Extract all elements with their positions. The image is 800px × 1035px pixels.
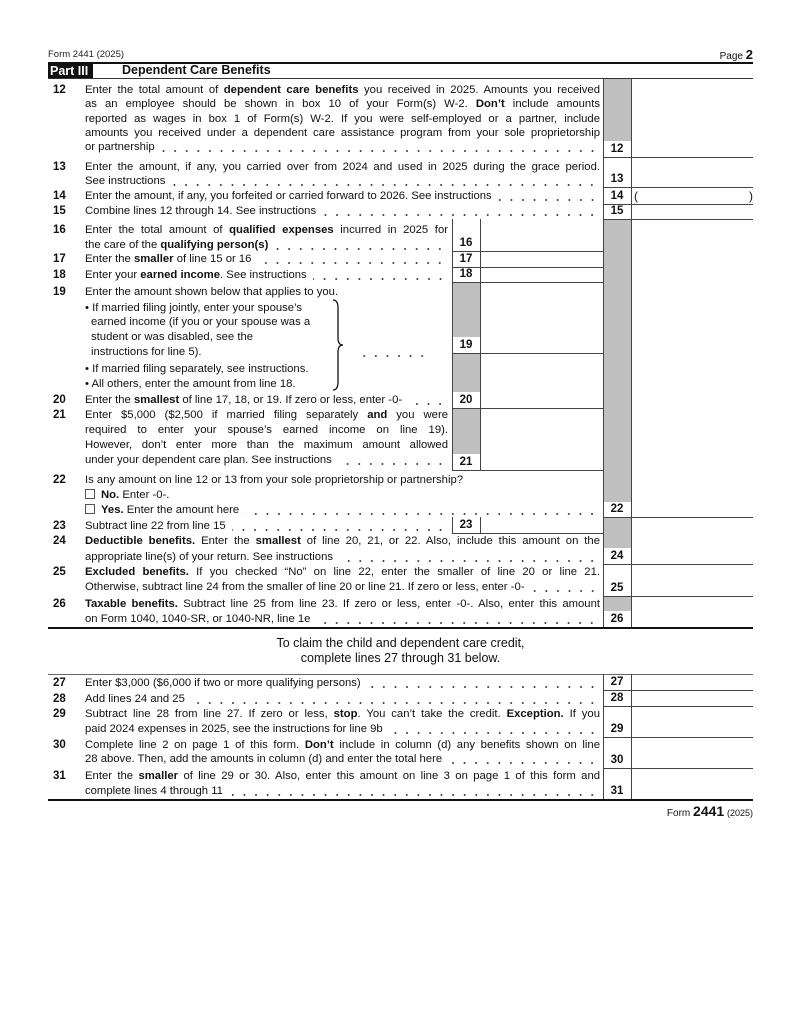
part-title: Dependent Care Benefits: [122, 63, 271, 77]
box-label-27: 27: [610, 676, 624, 688]
line-text-segments: [85, 708, 600, 720]
text: If you: [563, 708, 600, 720]
line-number-24: 24: [53, 535, 66, 547]
amount-close-paren: ): [749, 189, 753, 203]
text: of line 17, 18, or 19. If zero or less, enter -0-: [179, 394, 403, 406]
line-number-19: 19: [53, 286, 66, 298]
line-13-text: [85, 174, 600, 188]
dot-leader: [448, 752, 600, 766]
line-text-segments: [91, 345, 202, 359]
bold-text: Don’t: [304, 739, 334, 751]
line-30-text: [85, 738, 600, 752]
text: If you checked “No” on line 22, enter the smaller of line 20 or line 21.: [188, 566, 600, 578]
line-26-text: [85, 597, 600, 611]
amount-field-25[interactable]: [632, 565, 752, 596]
line-24-text: [85, 534, 600, 548]
line-13-text: [85, 160, 600, 174]
amount-field-30[interactable]: [632, 738, 752, 768]
text: Enter the total amount of: [85, 224, 230, 236]
line-number-28: 28: [53, 693, 66, 705]
line-text-segments: [85, 550, 333, 564]
line-text-segments: [85, 98, 600, 110]
yes-checkbox[interactable]: [85, 504, 95, 514]
amount-field-16[interactable]: [481, 220, 602, 251]
bold-text: Exception.: [506, 708, 564, 720]
line-text-segments: [85, 566, 600, 578]
line-text-segments: [101, 503, 239, 517]
line-text-segments: [85, 204, 316, 218]
line-12-text: [85, 97, 600, 111]
line-text-segments: [85, 752, 442, 766]
line-text-segments: [85, 362, 309, 376]
box-label-26: 26: [610, 613, 624, 625]
bold-text: earned income: [140, 269, 221, 281]
shaded-cell: [453, 283, 480, 337]
inner-box-label-18: 18: [459, 268, 473, 280]
line-28-text: [85, 692, 600, 706]
bold-text: dependent care benefits: [223, 84, 359, 96]
line-text-segments: [85, 174, 165, 188]
caption-line-2: complete lines 27 through 31 below.: [300, 651, 501, 665]
footer-form-word: Form: [666, 808, 691, 819]
line-number-31: 31: [53, 770, 66, 782]
text: the care of the: [85, 239, 161, 251]
shaded-cell: [604, 518, 631, 548]
inner-box-label-16: 16: [459, 237, 473, 249]
text: reported as wages in box 1 of Form(s) W-2. If you were self-employed or a partner, include: [85, 113, 600, 125]
box-label-24: 24: [610, 550, 624, 562]
amount-field-24[interactable]: [632, 518, 752, 564]
line-15-text: [85, 204, 600, 218]
box-label-28: 28: [610, 692, 624, 704]
text: Enter the amount here: [123, 504, 240, 516]
bold-text: No.: [101, 489, 120, 501]
line-26-text: [85, 612, 600, 626]
amount-field-18[interactable]: [481, 268, 602, 282]
box-label-25: 25: [610, 582, 624, 594]
line-14-text: [85, 189, 600, 203]
line-22-text: [85, 473, 600, 487]
box-label-13: 13: [610, 173, 624, 185]
form-footer: [667, 803, 753, 819]
inner-box-border: [603, 219, 604, 251]
caption-line-1: To claim the child and dependent care credit,: [276, 636, 525, 650]
shaded-cell: [604, 597, 631, 611]
line-number-30: 30: [53, 739, 66, 751]
line-19-text: [91, 345, 448, 359]
text: incurred in 2025 for: [333, 224, 448, 236]
line-text-segments: [85, 161, 600, 173]
shaded-cell: [453, 409, 480, 454]
line-text-segments: [85, 238, 268, 252]
inner-box-label-23: 23: [459, 519, 473, 531]
amount-field-26[interactable]: [632, 597, 752, 627]
amount-field-17[interactable]: [481, 252, 602, 267]
dot-leader: [316, 612, 600, 626]
inner-box-bottom-border: [452, 470, 603, 471]
line-text-segments: [85, 140, 155, 154]
dot-leader: [229, 784, 600, 798]
dot-leader: [339, 550, 600, 564]
bold-text: Yes.: [101, 504, 124, 516]
dot-leader: [389, 722, 600, 736]
line-text-segments: [85, 113, 600, 125]
dot-leader: [171, 174, 600, 188]
text: under your dependent care plan. See instructions: [85, 454, 332, 466]
amount-field-19[interactable]: [481, 283, 602, 353]
line-text-segments: [91, 330, 253, 344]
dot-leader: [245, 503, 600, 517]
text: Complete line 2 on page 1 of this form.: [85, 739, 305, 751]
form-header-label: Form 2441 (2025): [48, 49, 125, 60]
line-text-segments: [85, 439, 448, 451]
text: earned income (if you or your spouse was a: [91, 316, 311, 328]
part-label: Part III: [48, 64, 93, 78]
line-text-segments: [85, 409, 448, 421]
line-number-18: 18: [53, 269, 66, 281]
line-text-segments: [85, 189, 492, 203]
line-31-text: [85, 769, 600, 783]
text: instructions for line 5).: [91, 346, 202, 358]
text: • If married filing separately, see instructions.: [85, 363, 309, 375]
line-text-segments: [85, 453, 332, 467]
line-12-text: [85, 83, 600, 97]
shaded-column: [603, 219, 631, 502]
text: See instructions: [85, 175, 166, 187]
footer-year: (2025): [726, 808, 753, 818]
line-29-text: [85, 722, 600, 736]
line-30-text: [85, 752, 600, 766]
bold-text: qualifying person(s): [160, 239, 269, 251]
bold-text: smallest: [255, 535, 301, 547]
amount-open-paren: (: [634, 189, 638, 203]
box-label-12: 12: [610, 143, 624, 155]
line-22-text: [85, 488, 600, 502]
line-19-text: [85, 285, 448, 299]
line-text-segments: [85, 84, 600, 96]
line-19-text: [91, 330, 448, 344]
box-label-31: 31: [610, 785, 624, 797]
text: of line 15 or 16: [173, 253, 252, 265]
line-text-segments: [85, 770, 600, 782]
dot-leader: [338, 453, 448, 467]
amount-field-31[interactable]: [632, 769, 752, 799]
line-12-text: [85, 126, 600, 140]
dot-leader: [322, 204, 600, 218]
line-text-segments: [85, 252, 251, 266]
line-text-segments: [85, 692, 185, 706]
dot-leader: [257, 252, 448, 266]
line-27-text: [85, 676, 600, 690]
text: include amounts: [504, 98, 600, 110]
amount-field-20[interactable]: [481, 354, 602, 408]
inner-box-border: [603, 267, 604, 282]
text: • All others, enter the amount from line 18.: [85, 378, 296, 390]
line-24-text: [85, 550, 600, 564]
amount-field-22[interactable]: [632, 471, 752, 517]
amount-field-15[interactable]: [632, 205, 752, 219]
line-12-text: [85, 112, 600, 126]
line-19-text: [91, 315, 448, 329]
line-text-segments: [85, 612, 310, 626]
line-text-segments: [101, 488, 169, 502]
line-18-text: [85, 268, 448, 282]
amount-field-28[interactable]: [632, 691, 752, 706]
line-number-22: 22: [53, 474, 66, 486]
text: of line 29 or 30. Also, enter this amount on line 3 on page 1 of this form and: [178, 770, 601, 782]
shaded-cell: [453, 354, 480, 392]
page-number: [720, 47, 753, 62]
line-text-segments: [85, 676, 361, 690]
line-text-segments: [85, 224, 448, 236]
text: Otherwise, subtract line 24 from the smaller of line 20 or line 21. If zero or less, enter -0-: [85, 581, 525, 593]
box-label-29: 29: [610, 723, 624, 735]
line-25-text: [85, 565, 600, 579]
text: . You can’t take the credit.: [357, 708, 507, 720]
bottom-rule: [48, 799, 753, 801]
line-number-25: 25: [53, 566, 66, 578]
bold-text: smallest: [133, 394, 180, 406]
text: 28 above. Then, add the amounts in column (d) and enter the total here: [85, 753, 443, 765]
line-31-text: [85, 784, 600, 798]
line-29-text: [85, 707, 600, 721]
text: Subtract line 25 from line 23. If zero or less, enter -0-. Also, enter this amount: [177, 598, 600, 610]
box-label-15: 15: [610, 205, 624, 217]
inner-box-label-20: 20: [459, 394, 473, 406]
line-text-segments: [85, 784, 223, 798]
inner-box-border: [603, 282, 604, 353]
line-number-26: 26: [53, 598, 66, 610]
bold-text: Excluded benefits.: [85, 566, 189, 578]
text: Is any amount on line 12 or 13 from your sole proprietorship or partnership?: [85, 474, 464, 486]
line-text-segments: [85, 268, 307, 282]
text: . See instructions: [220, 269, 307, 281]
bold-text: Deductible benefits.: [85, 535, 196, 547]
text: Enter the: [85, 394, 134, 406]
line-text-segments: [85, 519, 226, 533]
text: Enter your: [85, 269, 141, 281]
text: Enter $5,000 ($2,500 if married filing separately: [85, 409, 368, 421]
section-rule: [48, 627, 753, 629]
line-number-20: 20: [53, 394, 66, 406]
footer-form-number: 2441: [693, 803, 725, 819]
line-22-text: [85, 503, 600, 517]
line-16-text: [85, 223, 448, 237]
line-19-text: [85, 377, 448, 391]
text: Subtract line 28 from line 27. If zero or less,: [85, 708, 334, 720]
text: paid 2024 expenses in 2025, see the instructions for line 9b: [85, 723, 383, 735]
inner-box-label-21: 21: [459, 456, 473, 468]
amount-field-29[interactable]: [632, 707, 752, 737]
bold-text: Taxable benefits.: [85, 598, 178, 610]
inner-box-border: [603, 251, 604, 267]
line-number-21: 21: [53, 409, 66, 421]
text: on Form 1040, 1040-SR, or 1040-NR, line 1e: [85, 613, 311, 625]
dot-leader: [313, 268, 448, 282]
text: appropriate line(s) of your return. See instructions: [85, 551, 334, 563]
dot-leader: [531, 580, 600, 594]
line-19-text: [85, 301, 448, 315]
line-21-text: [85, 408, 448, 422]
line-20-text: [85, 393, 448, 407]
text: Subtract line 22 from line 15: [85, 520, 226, 532]
inner-box-border: [603, 353, 604, 408]
text: required to enter your spouse’s earned income on line 19).: [85, 424, 448, 436]
text: you were: [387, 409, 448, 421]
line-17-text: [85, 252, 448, 266]
line-text-segments: [85, 598, 600, 610]
line-21-text: [85, 453, 448, 467]
dot-leader: [191, 692, 600, 706]
amount-field-14[interactable]: [632, 188, 752, 204]
text: • If married filing jointly, enter your spouse’s: [85, 302, 303, 314]
shaded-cell: [604, 79, 631, 141]
line-number-12: 12: [53, 84, 66, 96]
line-text-segments: [85, 301, 302, 315]
text: Enter $3,000 ($6,000 if two or more qualifying persons): [85, 677, 361, 689]
text: amounts you received under a dependent care assistance program from your sole proprietorship: [85, 127, 600, 139]
line-16-text: [85, 238, 448, 252]
line-21-text: [85, 438, 448, 452]
line-text-segments: [85, 393, 402, 407]
line-text-segments: [85, 535, 600, 547]
line-19-text: [85, 362, 448, 376]
line-text-segments: [85, 377, 296, 391]
line-number-13: 13: [53, 161, 66, 173]
amount-field-21[interactable]: [481, 409, 602, 470]
box-border: [631, 219, 632, 517]
line-text-segments: [85, 424, 448, 436]
text: Enter -0-.: [119, 489, 170, 501]
amount-field-27[interactable]: [632, 675, 752, 690]
bold-text: stop: [333, 708, 358, 720]
text: Enter the: [195, 535, 256, 547]
text: Enter the amount, if any, you carried over from 2024 and used in 2025 during the grace period.: [85, 161, 600, 173]
text: Enter the: [85, 770, 139, 782]
line-text-segments: [85, 739, 600, 751]
text: Add lines 24 and 25: [85, 693, 185, 705]
amount-field-13[interactable]: [632, 158, 752, 187]
text: include in column (d) any benefits shown on line: [333, 739, 600, 751]
bold-text: qualified expenses: [229, 224, 334, 236]
line-number-27: 27: [53, 677, 66, 689]
text: of line 20, 21, or 22. Also, include this amount on the: [300, 535, 600, 547]
box-label-30: 30: [610, 754, 624, 766]
text: Enter the: [85, 253, 134, 265]
box-label-22: 22: [610, 503, 624, 515]
text: you received in 2025. Amounts you received: [358, 84, 600, 96]
dot-leader: [274, 238, 448, 252]
text: Enter the amount shown below that applies to you.: [85, 286, 339, 298]
page-num: 2: [745, 47, 753, 62]
line-text-segments: [85, 285, 338, 299]
line-text-segments: [85, 722, 383, 736]
page-word: Page: [719, 51, 743, 62]
amount-field-12[interactable]: [632, 79, 752, 157]
line-23-text: [85, 519, 448, 533]
inner-box-label-17: 17: [459, 253, 473, 265]
line-21-text: [85, 423, 448, 437]
line-number-14: 14: [53, 190, 66, 202]
line-number-15: 15: [53, 205, 66, 217]
dot-leader: [232, 519, 448, 533]
text: as an employee should be shown in box 10 of your Form(s) W-2.: [85, 98, 476, 110]
bold-text: and: [367, 409, 388, 421]
no-checkbox[interactable]: [85, 489, 95, 499]
text: or partnership: [85, 141, 155, 153]
box-border: [603, 219, 753, 220]
inner-box-border: [603, 408, 604, 470]
dot-leader: [161, 140, 600, 154]
text: However, don’t enter more than the maximum amount allowed: [85, 439, 448, 451]
box-label-14: 14: [610, 190, 624, 202]
text: Combine lines 12 through 14. See instructions: [85, 205, 317, 217]
dot-leader: [498, 189, 600, 203]
text: Enter the total amount of: [85, 84, 224, 96]
bold-text: smaller: [138, 770, 179, 782]
line-12-text: [85, 140, 600, 154]
text: student or was disabled, see the: [91, 331, 254, 343]
inner-box-label-19: 19: [459, 339, 473, 351]
text: Enter the amount, if any, you forfeited or carried forward to 2026. See instructions: [85, 190, 492, 202]
line-25-text: [85, 580, 600, 594]
line-text-segments: [85, 127, 600, 139]
line-text-segments: [85, 580, 525, 594]
dot-leader: [367, 676, 600, 690]
text: complete lines 4 through 11: [85, 785, 223, 797]
bold-text: smaller: [133, 253, 174, 265]
line-number-23: 23: [53, 520, 66, 532]
line-number-16: 16: [53, 224, 66, 236]
line-number-17: 17: [53, 253, 66, 265]
line-number-29: 29: [53, 708, 66, 720]
shaded-cell: [604, 471, 631, 502]
dot-leader: [408, 393, 448, 407]
line-text-segments: [91, 315, 310, 329]
bold-text: Don’t: [475, 98, 505, 110]
line-text-segments: [85, 473, 463, 487]
amount-field-23[interactable]: [481, 518, 602, 533]
